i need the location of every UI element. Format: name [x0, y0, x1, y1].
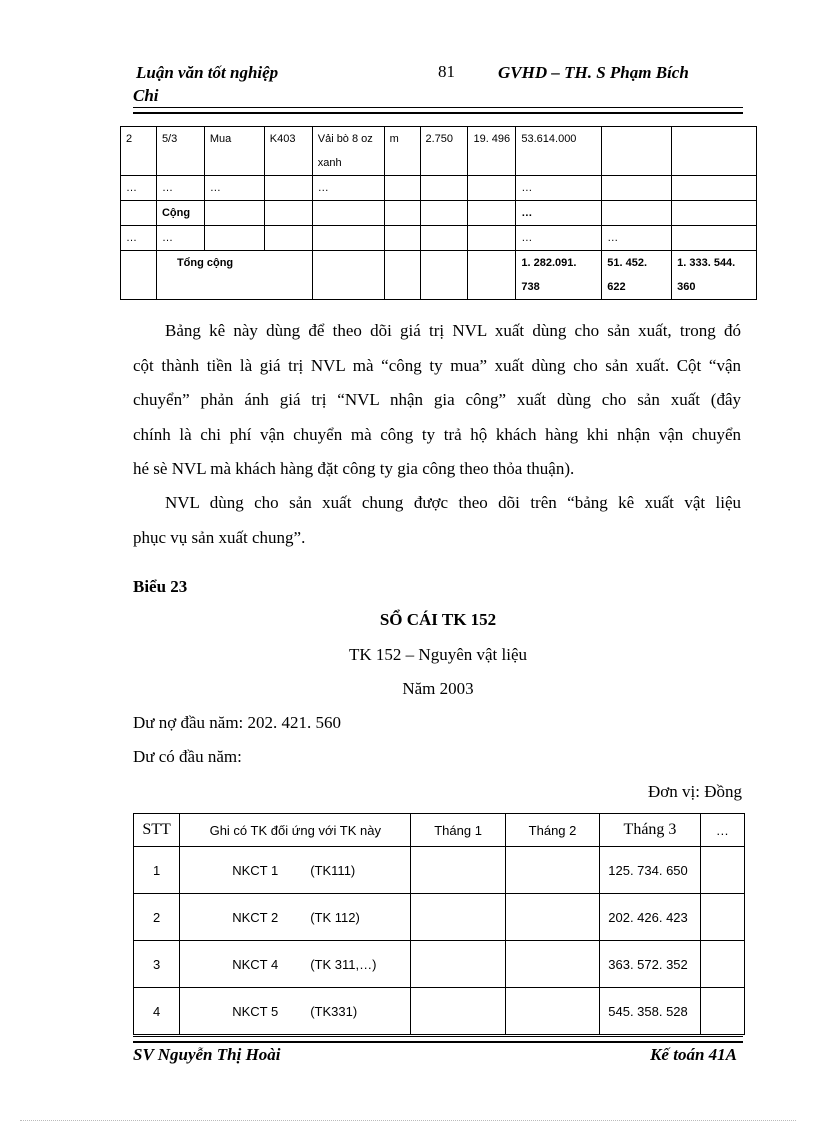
ledger-month-2: [505, 894, 599, 941]
ledger-account: [180, 847, 411, 894]
ledger-row: [134, 847, 745, 894]
table-cell: [468, 176, 516, 201]
currency-unit: Đơn vị: Đồng: [648, 782, 742, 801]
table-cell: …: [156, 176, 204, 201]
ledger-account-ref: (TK 311,…): [310, 956, 377, 972]
table-cell: [384, 176, 420, 201]
ledger-year: Năm 2003: [402, 679, 474, 698]
table-cell: [384, 201, 420, 226]
table-cell: …: [312, 176, 384, 201]
ledger-month-1: [411, 988, 505, 1035]
ledger-more: [700, 988, 744, 1035]
opening-credit: Dư có đầu năm:: [133, 747, 242, 766]
ledger-month-2: [505, 941, 599, 988]
paragraph-1-line: hé sè NVL mà khách hàng đặt công ty gia công theo thỏa thuận).: [133, 459, 575, 478]
paragraph-1-line: chuyển” phản ánh giá trị “NVL nhận gia công” xuất dùng cho sản xuất (đây: [133, 390, 741, 409]
table-cell: K403: [264, 127, 312, 176]
page-bottom-guide: [20, 1120, 796, 1121]
ledger-account: [180, 894, 411, 941]
table-cell: 53.614.000: [516, 127, 602, 176]
table-cell: [602, 176, 672, 201]
ledger-stt: 3: [134, 941, 180, 988]
ledger-month-3: 545. 358. 528: [600, 988, 700, 1035]
ledger-month-3: 202. 426. 423: [600, 894, 700, 941]
table-cell: …: [204, 176, 264, 201]
table-cell: [420, 226, 468, 251]
table-cell: [672, 226, 757, 251]
total-label: Tổng cộng: [156, 251, 312, 300]
table-cell: [384, 251, 420, 300]
header-title-right: GVHD – TH. S Phạm Bích: [498, 63, 689, 82]
ledger-stt: 2: [134, 894, 180, 941]
table-cell: 5/3: [156, 127, 204, 176]
ledger-month-3: 125. 734. 650: [600, 847, 700, 894]
ledger-row: [134, 894, 745, 941]
table-cell: [468, 226, 516, 251]
ledger-row: [134, 988, 745, 1035]
ledger-month-1: [411, 847, 505, 894]
col-month-1: Tháng 1: [411, 814, 505, 847]
footer-student: SV Nguyễn Thị Hoài: [133, 1045, 281, 1064]
paragraph-1-line: chính là chi phí vận chuyển mà công ty trả hộ khách hàng khi nhận vận chuyển: [133, 424, 741, 444]
table-cell: [312, 251, 384, 300]
ledger-month-2: [505, 988, 599, 1035]
total-value: 1. 282.091. 738: [516, 251, 602, 300]
ledger-table: [133, 813, 745, 1035]
ledger-code: NKCT 4: [232, 956, 279, 972]
col-month-3: Tháng 3: [600, 814, 700, 847]
paragraph-1-line: cột thành tiền là giá trị NVL mà “công ty mua” xuất dùng cho sản xuất. Cột “vận: [133, 355, 741, 375]
table-cell: [602, 201, 672, 226]
total-value: 1. 333. 544. 360: [672, 251, 757, 300]
ledger-code: NKCT 5: [232, 1003, 279, 1019]
table-cell: …: [121, 176, 157, 201]
table-cell: [384, 226, 420, 251]
footer-class: Kế toán 41A: [650, 1045, 737, 1064]
table-cell: 2: [121, 127, 157, 176]
ledger-more: [700, 847, 744, 894]
table-cell: [468, 201, 516, 226]
ledger-month-2: [505, 847, 599, 894]
table-cell: …: [156, 226, 204, 251]
table-cell: [672, 176, 757, 201]
ledger-account-ref: (TK111): [310, 862, 356, 878]
table-cell: [420, 176, 468, 201]
ledger-month-1: [411, 941, 505, 988]
header-title-right-wrap: Chi: [133, 86, 159, 105]
ledger-account-ref: (TK331): [310, 1003, 358, 1019]
table-cell: 2.750: [420, 127, 468, 176]
table-cell: [204, 201, 264, 226]
table-cell: [264, 176, 312, 201]
total-value: 51. 452. 622: [602, 251, 672, 300]
table-cell: …: [516, 176, 602, 201]
table-cell: [312, 226, 384, 251]
table-cell: Vải bò 8 oz xanh: [312, 127, 384, 176]
table-cell: Cộng: [156, 201, 204, 226]
table-cell: …: [121, 226, 157, 251]
table-cell: [121, 251, 157, 300]
col-stt: STT: [134, 814, 180, 847]
paragraph-2-line: phục vụ sản xuất chung”.: [133, 527, 306, 547]
ledger-stt: 4: [134, 988, 180, 1035]
header-title-left: Luận văn tốt nghiệp: [136, 63, 279, 82]
table-cell: [204, 226, 264, 251]
ledger-stt: 1: [134, 847, 180, 894]
table-cell: m: [384, 127, 420, 176]
footer-rule: [133, 1036, 743, 1043]
table-cell: [264, 226, 312, 251]
table-row: [121, 201, 757, 226]
table-cell: [672, 201, 757, 226]
paragraph-2: [133, 486, 741, 555]
ledger-header-row: [134, 814, 745, 847]
ledger-code: NKCT 2: [232, 909, 279, 925]
ledger-code: NKCT 1: [232, 862, 279, 878]
paragraph-1: [133, 314, 741, 487]
ledger-more: [700, 941, 744, 988]
table-total-row: [121, 251, 757, 300]
table-row: [121, 127, 757, 176]
table-cell: [121, 201, 157, 226]
material-issue-table: [120, 126, 757, 300]
col-more: …: [700, 814, 744, 847]
table-cell: [602, 127, 672, 176]
ledger-row: [134, 941, 745, 988]
ledger-account: [180, 988, 411, 1035]
table-cell: …: [516, 201, 602, 226]
paragraph-2-line: NVL dùng cho sản xuất chung được theo dõi trên “bảng kê xuất vật liệu: [165, 493, 741, 512]
table-cell: [264, 201, 312, 226]
col-account: Ghi có TK đối ứng với TK này: [180, 814, 411, 847]
table-row: [121, 226, 757, 251]
ledger-account-ref: (TK 112): [310, 909, 360, 925]
ledger-month-1: [411, 894, 505, 941]
table-cell: [468, 251, 516, 300]
table-row: [121, 176, 757, 201]
page-number: 81: [438, 62, 455, 81]
ledger-account: [180, 941, 411, 988]
ledger-subtitle: TK 152 – Nguyên vật liệu: [349, 645, 527, 664]
paragraph-1-line: Bảng kê này dùng để theo dõi giá trị NVL xuất dùng cho sản xuất, trong đó: [165, 321, 741, 340]
table-cell: [312, 201, 384, 226]
table-cell: …: [516, 226, 602, 251]
table-cell: …: [602, 226, 672, 251]
table-cell: 19. 496: [468, 127, 516, 176]
col-month-2: Tháng 2: [505, 814, 599, 847]
table-cell: [420, 201, 468, 226]
ledger-label: Biểu 23: [133, 577, 188, 596]
header-rule: [133, 107, 743, 114]
ledger-title: SỔ CÁI TK 152: [379, 610, 497, 629]
ledger-month-3: 363. 572. 352: [600, 941, 700, 988]
table-cell: [672, 127, 757, 176]
opening-debit: Dư nợ đầu năm: 202. 421. 560: [133, 713, 342, 732]
table-cell: Mua: [204, 127, 264, 176]
table-cell: [420, 251, 468, 300]
ledger-more: [700, 894, 744, 941]
